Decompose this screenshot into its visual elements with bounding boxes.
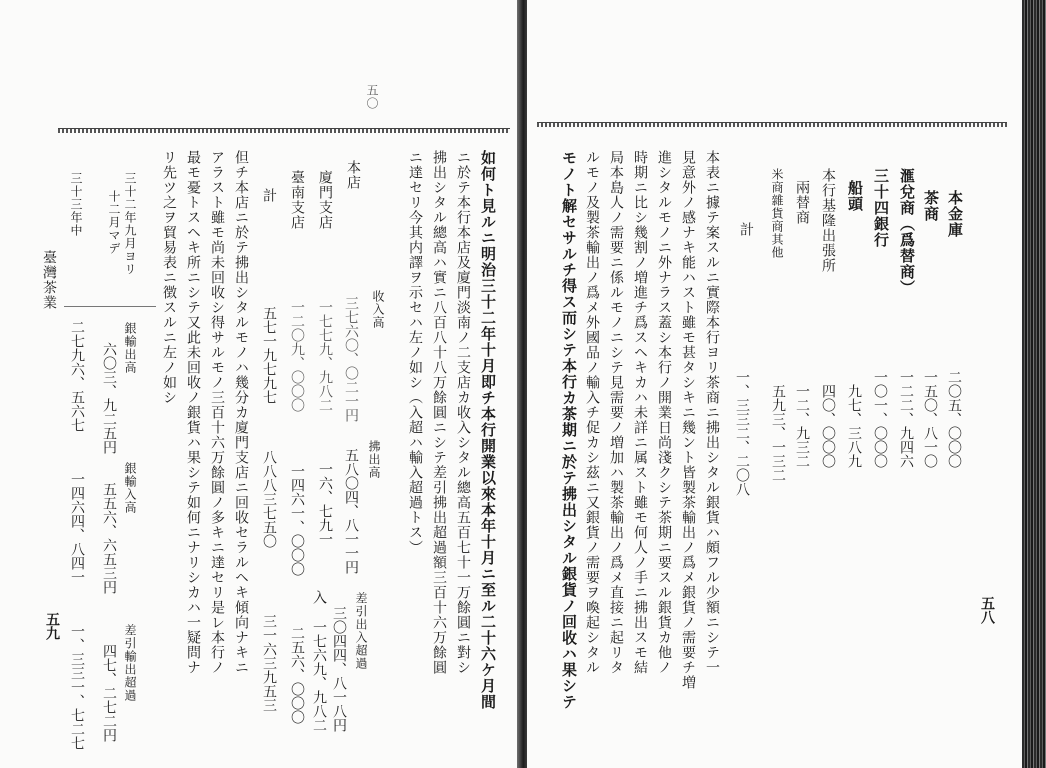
paragraph-line: 見意外ノ感ナキ能ハスト雖モ甚タシキニ幾ント皆製茶輸出ノ爲メ銀貨ノ需要チ増 xyxy=(680,150,696,690)
silver-import-value: 一四六四、八四一 xyxy=(69,472,85,584)
category-name: 船頭 xyxy=(846,180,864,212)
top-rule xyxy=(58,128,510,133)
category-total-label: 計 xyxy=(738,222,754,237)
category-value: 一〇一、〇〇〇 xyxy=(872,370,888,468)
category-name: 三十四銀行 xyxy=(872,168,890,248)
period-label: 三十二年九月ヨリ xyxy=(123,172,137,276)
silver-import-value: 五五六、六五三円 xyxy=(101,482,117,594)
branch-name: 廈門支店 xyxy=(317,170,333,230)
right-page xyxy=(527,0,1046,768)
paragraph-line: ニ達セリ今其内譯ヲ示セハ左ノ如シ（入超ハ輸入超過トス） xyxy=(407,150,423,555)
difference-value: 三〇四四、八一八円 xyxy=(331,606,347,732)
paragraph-line: 如何ト見ルニ明治三十二年十月即チ本行開業以來本年十月ニ至ル二十六ケ月間 xyxy=(479,150,497,710)
payout-value: 五八〇四、八一一円 xyxy=(343,448,359,574)
category-value: 五九三、一三二 xyxy=(770,384,786,482)
page-number: 五九 xyxy=(44,612,60,640)
left-page xyxy=(0,0,520,768)
paragraph-line: 拂出シタル總高ハ實ニ八百八十八万餘圓ニシテ差引拂出超過額三百十六万餘圓 xyxy=(431,150,447,675)
paragraph-line: リ先ツ之ヲ貿易表ニ徴スルニ左ノ如シ xyxy=(161,150,177,405)
payout-value: 一四六一、〇〇〇 xyxy=(289,464,305,576)
payout-value: 一六、七九一 xyxy=(317,462,333,546)
income-value: 一二〇九、〇〇〇 xyxy=(289,300,305,412)
book-edge xyxy=(1022,0,1046,768)
category-name: 茶商 xyxy=(922,190,940,222)
page-number: 五八 xyxy=(979,596,995,624)
category-name: 兩替商 xyxy=(794,180,810,225)
silver-diff-value: 四七、二七二円 xyxy=(101,644,117,742)
paragraph-line: 最モ憂トスヘキ所ニシテ又此未回收ノ銀貨ハ果シテ如何ニナリシカハ一疑問ナ xyxy=(185,150,201,675)
table-header-in: 收入高 xyxy=(371,290,385,329)
paragraph-line: ルモノ及製茶輸出ノ爲メ外國品ノ輸入チ促カシ茲ニ又銀貨ノ需要ヲ喚起シタル xyxy=(584,150,600,675)
paragraph-line: モノト解セサルチ得ス而シテ本行カ茶期ニ於テ拂出シタル銀貨ノ回收ハ果シテ xyxy=(560,150,578,710)
difference-value: 二五六、〇〇〇 xyxy=(289,626,305,724)
payout-total: 八八八三七五〇 xyxy=(261,450,277,548)
paragraph-line: 本表ニ據テ案スルニ實際本行ヨリ茶商ニ拂出シタル銀貨ハ頗フル少額ニシテ一 xyxy=(704,150,720,675)
table-header-out: 拂出高 xyxy=(367,440,381,479)
period-label: 十二月マデ xyxy=(107,190,121,255)
category-value: 一五〇、八一〇 xyxy=(922,370,938,468)
table-divider xyxy=(64,306,156,307)
category-name: 本行基隆出張所 xyxy=(820,168,836,273)
header-page-number: 五〇 xyxy=(365,84,379,110)
period-label: 三十三年中 xyxy=(69,172,83,237)
paragraph-line: 局本島人ノ需要ニ係ルモノニシテ見需要ノ増加ハ製茶輸出ノ爲メ直接ニ起リタ xyxy=(608,150,624,675)
difference-value: 入 一七六九、九八二 xyxy=(311,590,327,732)
paragraph-line: 時期ニ比シ幾割ノ増進チ爲スヘキカハ未詳ニ属スト雖モ何人ノ手ニ拂出スモ結 xyxy=(632,150,648,675)
branch-name: 本店 xyxy=(345,160,361,190)
paragraph-line: アラスト雖モ尚未回收シ得サルモノ三百十六万餘圓ノ多キニ達セリ是レ本行ノ xyxy=(209,150,225,675)
income-value: 三七六〇、〇二一円 xyxy=(343,296,359,422)
silver-diff-value: 一、三三一、七二七 xyxy=(69,624,85,750)
category-value: 一二二、九四六 xyxy=(898,370,914,468)
category-value: 九七、三八九 xyxy=(846,384,862,468)
top-rule xyxy=(537,122,1007,127)
category-value: 四〇、〇〇〇 xyxy=(820,384,836,468)
silver-diff-label: 差引輸出超過 xyxy=(123,624,137,702)
income-value: 一七七九、九八二 xyxy=(317,300,333,412)
category-name: 米商雜貨商其他 xyxy=(770,168,784,259)
paragraph-line: 進シタルモノニ外ナラス蓋シ本行ノ開業日尚淺クシテ茶期ニ要スル銀貨カ他ノ xyxy=(656,150,672,675)
income-total: 五七一九七九七 xyxy=(261,306,277,404)
category-name: 本金庫 xyxy=(946,190,964,238)
silver-export-value: 二七九六、五六七 xyxy=(69,320,85,432)
branch-name: 臺南支店 xyxy=(289,170,305,230)
running-title: 臺灣茶業 xyxy=(41,250,57,310)
category-name: 滙兌商（爲替商） xyxy=(898,168,916,296)
silver-export-label: 銀輸出高 xyxy=(123,322,137,374)
silver-import-label: 銀輸入高 xyxy=(123,462,137,514)
category-value: 二〇五、〇〇〇 xyxy=(946,370,962,468)
category-total-value: 一、三三二、二〇八 xyxy=(734,370,750,496)
paragraph-line: ニ於テ本行本店及廈門淡南ノ二支店カ收入シタル總高五百七十一万餘圓ニ對シ xyxy=(455,150,471,675)
table-header-diff: 差引出入超過 xyxy=(354,592,368,670)
table-total-label: 計 xyxy=(261,188,277,203)
category-value: 一二、九三二 xyxy=(794,384,810,468)
difference-total: 三一六三九五三 xyxy=(261,614,277,712)
silver-export-value: 六〇三、九二五円 xyxy=(101,342,117,454)
paragraph-line: 但チ本店ニ於テ拂出シタルモノハ幾分カ廈門支店ニ回收セラルヘキ傾向ナキニ xyxy=(233,150,249,675)
